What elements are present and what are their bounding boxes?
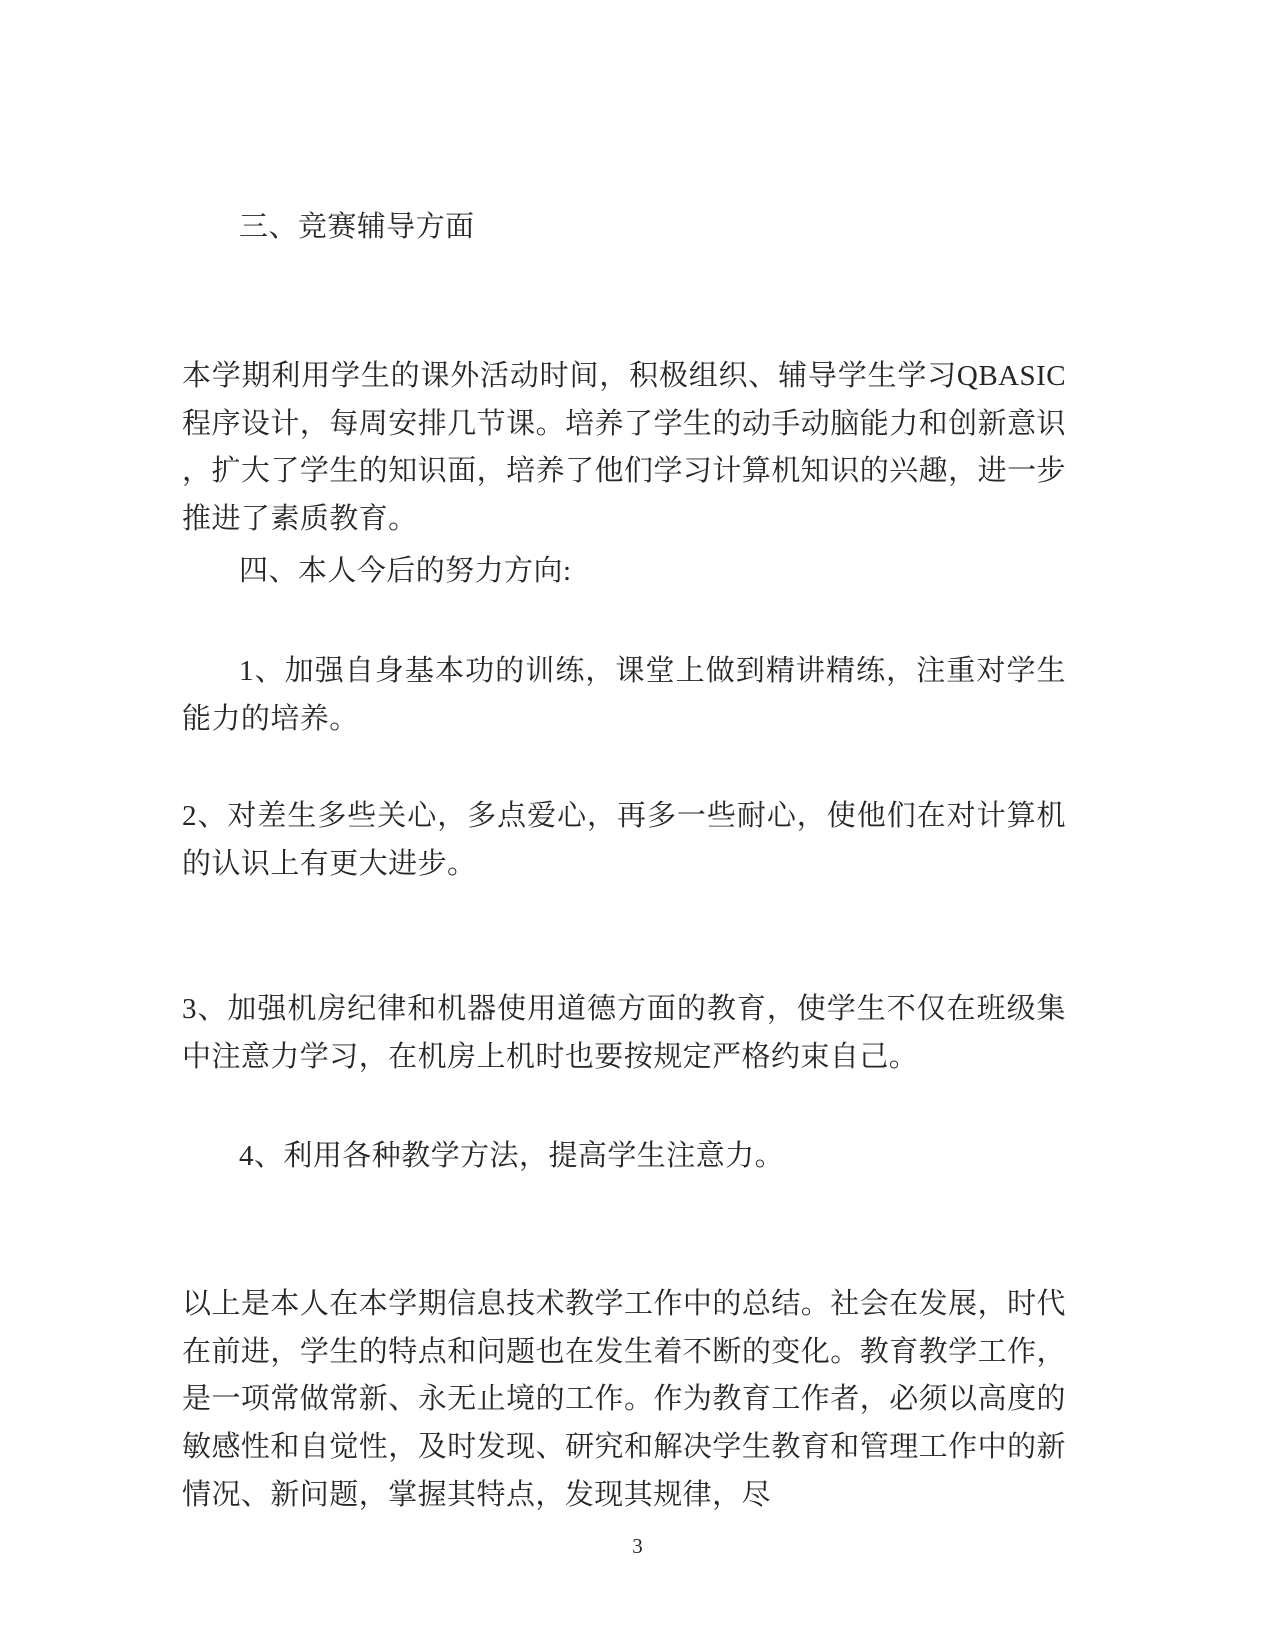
page-number: 3 xyxy=(632,1534,643,1558)
list-item-3: 3、加强机房纪律和机器使用道德方面的教育，使学生不仅在班级集中注意力学习，在机房上机时也要按规定严格约束自己。 xyxy=(182,993,1066,1073)
section-heading-future-efforts: 四、本人今后的努力方向: xyxy=(239,555,572,587)
list-item-2: 2、对差生多些关心，多点爱心，再多一些耐心，使他们在对计算机的认识上有更大进步。 xyxy=(182,800,1066,880)
section-heading-competition-coaching: 三、竞赛辅导方面 xyxy=(239,211,475,243)
list-item-4: 4、利用各种教学方法，提高学生注意力。 xyxy=(239,1140,785,1172)
paragraph-competition-coaching: 本学期利用学生的课外活动时间，积极组织、辅导学生学习QBASIC程序设计，每周安排几节课。培养了学生的动手动脑能力和创新意识，扩大了学生的知识面，培养了他们学习计算机知识的兴趣，进一步推进了素质教育。 xyxy=(182,360,1066,536)
paragraph-summary: 以上是本人在本学期信息技术教学工作中的总结。社会在发展，时代在前进，学生的特点和问题也在发生着不断的变化。教育教学工作，是一项常做常新、永无止境的工作。作为教育工作者，必须以高度的敏感性和自觉性，及时发现、研究和解决学生教育和管理工作中的新情况、新问题，掌握其特点，发现其规律，尽 xyxy=(182,1288,1066,1511)
list-item-1: 1、加强自身基本功的训练，课堂上做到精讲精练，注重对学生能力的培养。 xyxy=(182,655,1066,735)
